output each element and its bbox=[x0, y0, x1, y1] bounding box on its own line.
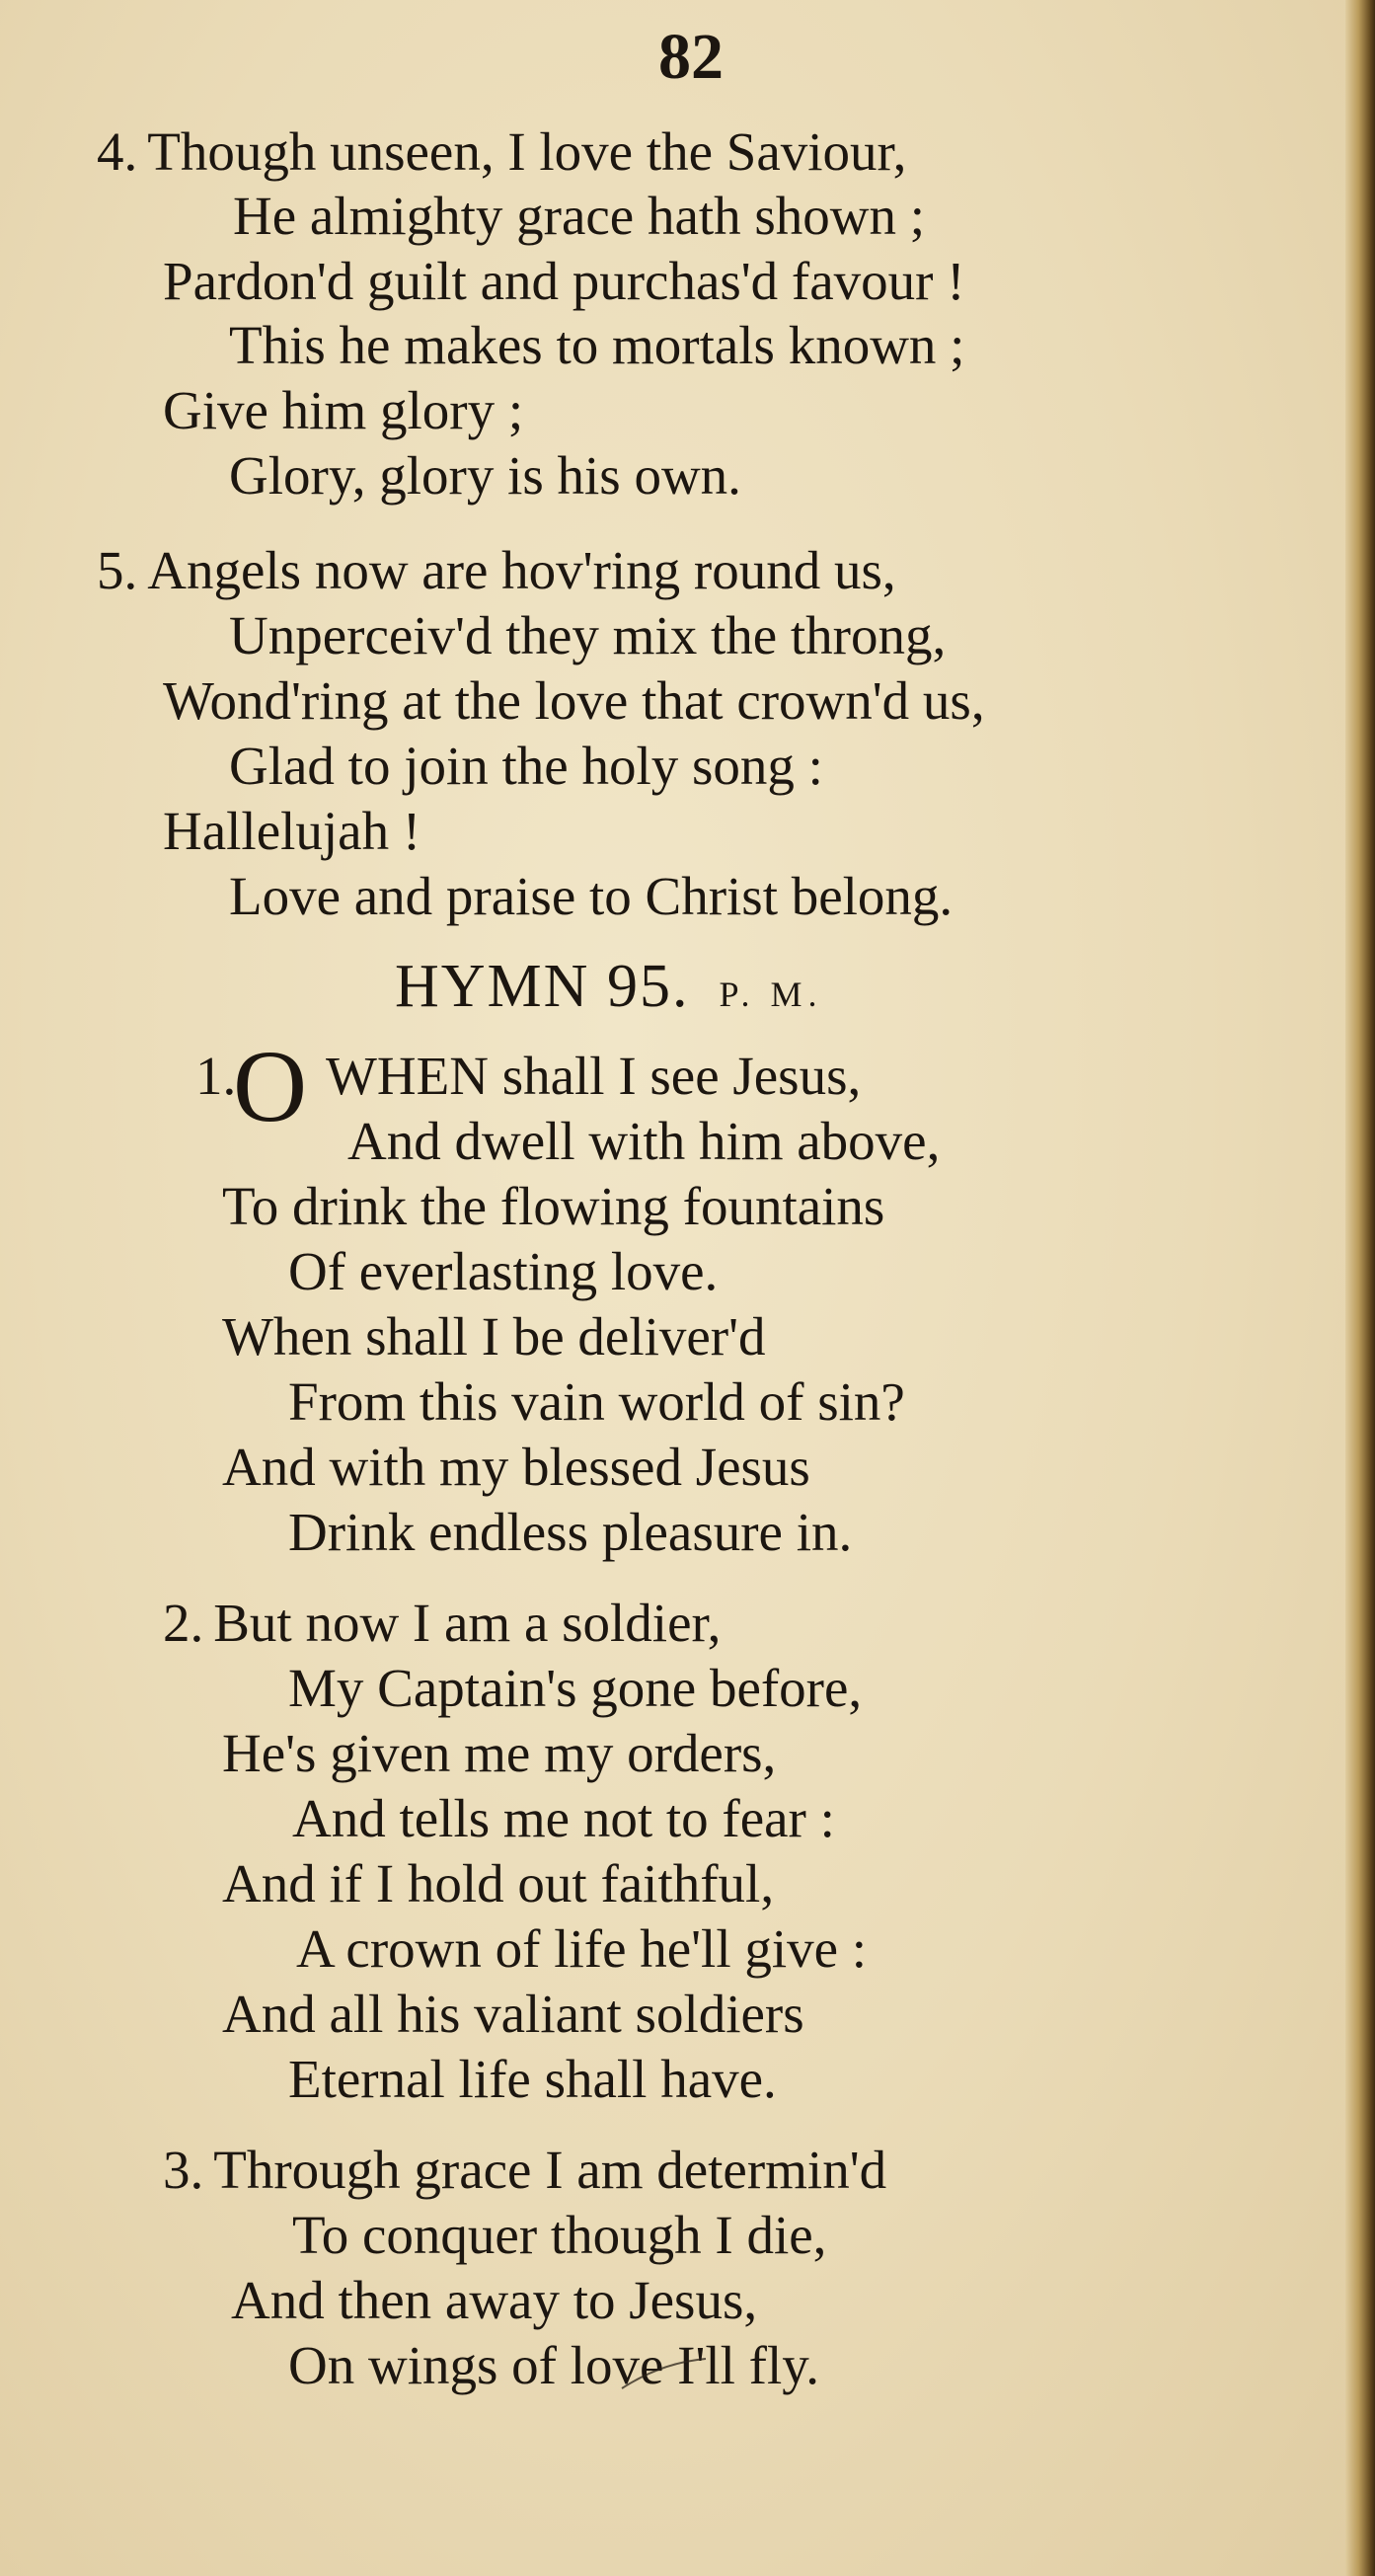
verse-number: 3. bbox=[163, 2140, 204, 2200]
verse-line: And with my blessed Jesus bbox=[222, 1437, 810, 1497]
verse-line: Give him glory ; bbox=[163, 380, 524, 440]
verse-line: When shall I be deliver'd bbox=[222, 1306, 766, 1366]
ink-flourish bbox=[612, 2355, 730, 2394]
verse-line: To drink the flowing fountains bbox=[222, 1176, 885, 1236]
verse-line: And dwell with him above, bbox=[347, 1111, 941, 1171]
verse-line: 5. Angels now are hov'ring round us, bbox=[97, 540, 896, 600]
book-spine-edge bbox=[1345, 0, 1375, 2576]
verse-line: Drink endless pleasure in. bbox=[288, 1502, 853, 1562]
verse-line: And tells me not to fear : bbox=[292, 1788, 835, 1848]
page-number: 82 bbox=[658, 21, 724, 93]
verse-number: 4. bbox=[97, 121, 138, 182]
verse-line: This he makes to mortals known ; bbox=[229, 315, 965, 375]
verse-line: 2. But now I am a soldier, bbox=[163, 1593, 722, 1653]
verse-line: And then away to Jesus, bbox=[231, 2270, 758, 2330]
verse-number: 2. bbox=[163, 1593, 204, 1653]
verse-line: WHEN shall I see Jesus, bbox=[326, 1046, 862, 1106]
verse-line: Of everlasting love. bbox=[288, 1241, 719, 1301]
verse-line: Hallelujah ! bbox=[163, 801, 421, 861]
verse-line: From this vain world of sin? bbox=[288, 1371, 905, 1432]
verse-number: 5. bbox=[97, 540, 138, 600]
verse-line: He almighty grace hath shown ; bbox=[233, 186, 926, 246]
verse-line: To conquer though I die, bbox=[292, 2205, 827, 2265]
verse-line: He's given me my orders, bbox=[222, 1723, 777, 1783]
hymn-title bbox=[395, 951, 823, 1030]
verse-line: Glory, glory is his own. bbox=[229, 445, 741, 506]
hymn-title-text: HYMN 95. bbox=[395, 953, 690, 1020]
verse-line: Pardon'd guilt and purchas'd favour ! bbox=[163, 251, 965, 311]
verse-line: Love and praise to Christ belong. bbox=[229, 866, 954, 926]
verse-line: And all his valiant soldiers bbox=[222, 1984, 804, 2044]
verse-line: Glad to join the holy song : bbox=[229, 736, 823, 796]
verse-line: On wings of love I'll fly. bbox=[288, 2335, 819, 2395]
drop-cap: O bbox=[233, 1030, 308, 1143]
verse-line: Wond'ring at the love that crown'd us, bbox=[163, 670, 985, 731]
verse-line: Eternal life shall have. bbox=[288, 2049, 777, 2109]
hymn-meter: P. M. bbox=[719, 975, 823, 1014]
verse-line: 3. Through grace I am determin'd bbox=[163, 2140, 887, 2200]
verse-line: My Captain's gone before, bbox=[288, 1658, 863, 1718]
verse-line: 4. Though unseen, I love the Saviour, bbox=[97, 121, 907, 182]
verse-line: A crown of life he'll give : bbox=[296, 1918, 868, 1979]
verse-line: Unperceiv'd they mix the throng, bbox=[229, 605, 947, 665]
verse-number: 1. bbox=[195, 1046, 237, 1106]
verse-line: And if I hold out faithful, bbox=[222, 1853, 775, 1913]
